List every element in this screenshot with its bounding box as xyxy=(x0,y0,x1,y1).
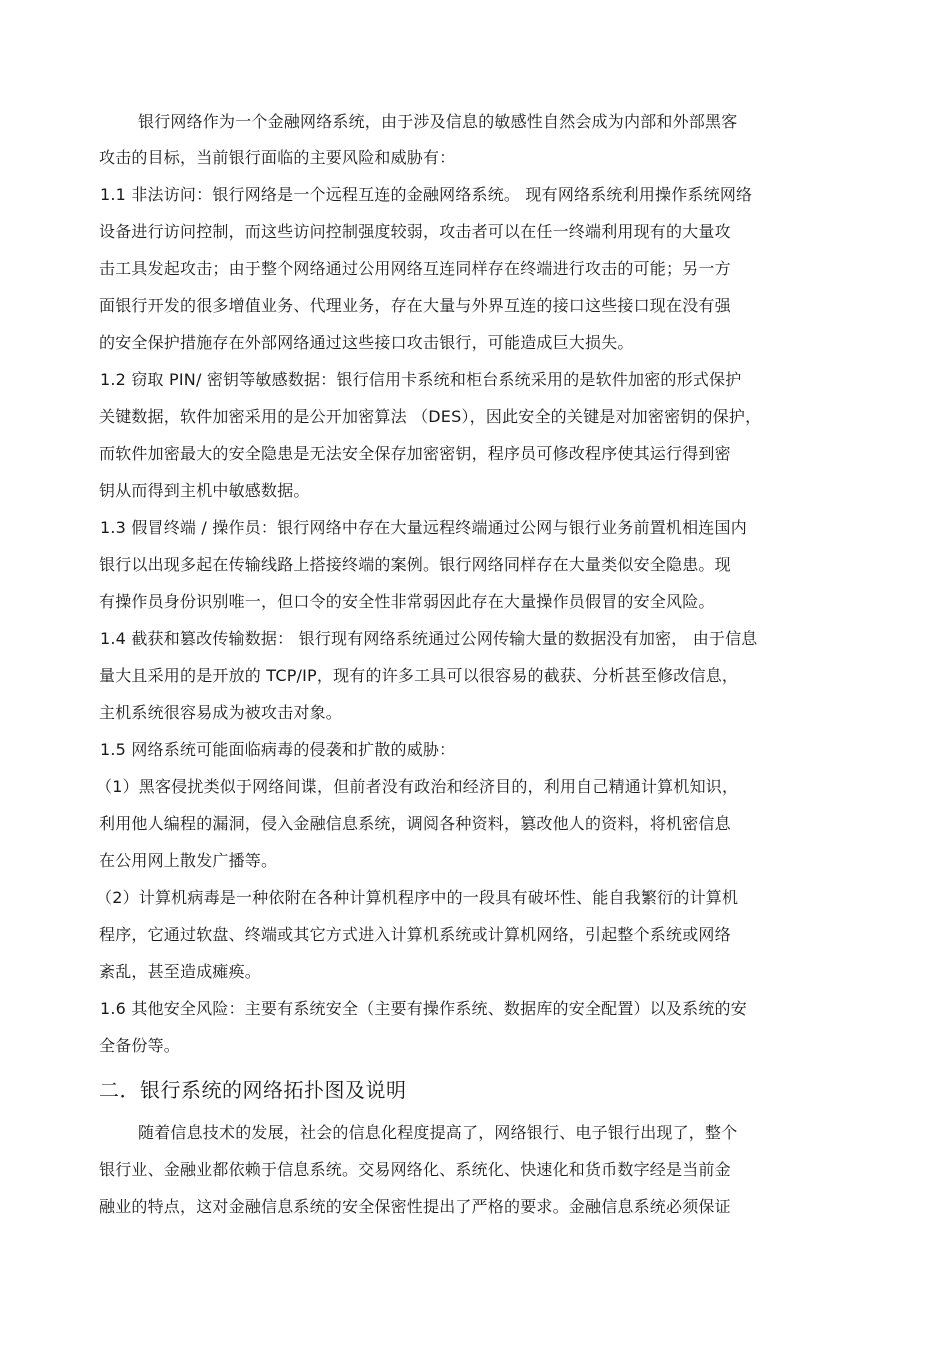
paragraph-line: 1.6 其他安全风险：主要有系统安全（主要有操作系统、数据库的安全配置）以及系统的安 xyxy=(100,999,747,1018)
section-heading: 二．银行系统的网络拓扑图及说明 xyxy=(99,1078,407,1102)
paragraph-line: 主机系统很容易成为被攻击对象。 xyxy=(99,703,343,722)
paragraph-line: 程序，它通过软盘、终端或其它方式进入计算机系统或计算机网络，引起整个系统或网络 xyxy=(99,925,731,944)
paragraph-line: 攻击的目标，当前银行面临的主要风险和威胁有： xyxy=(99,148,456,167)
paragraph-line: 设备进行访问控制，而这些访问控制强度较弱，攻击者可以在任一终端利用现有的大量攻 xyxy=(99,222,731,241)
paragraph-line: 1.3 假冒终端 / 操作员：银行网络中存在大量远程终端通过公网与银行业务前置机相连国内 xyxy=(100,518,747,537)
paragraph-line: 1.4 截获和篡改传输数据： 银行现有网络系统通过公网传输大量的数据没有加密， 由于信息 xyxy=(100,629,758,648)
paragraph-line: 1.1 非法访问：银行网络是一个远程互连的金融网络系统。 现有网络系统利用操作系统网络 xyxy=(100,185,753,204)
paragraph-line: 全备份等。 xyxy=(99,1036,181,1055)
paragraph-line: 银行业、金融业都依赖于信息系统。交易网络化、系统化、快速化和货币数字经是当前金 xyxy=(99,1160,731,1179)
paragraph-line: 银行网络作为一个金融网络系统，由于涉及信息的敏感性自然会成为内部和外部黑客 xyxy=(138,112,738,131)
paragraph-line: 钥从而得到主机中敏感数据。 xyxy=(99,481,310,500)
paragraph-line: 银行以出现多起在传输线路上搭接终端的案例。银行网络同样存在大量类似安全隐患。现 xyxy=(99,555,731,574)
paragraph-line: （2）计算机病毒是一种依附在各种计算机程序中的一段具有破坏性、能自我繁衍的计算机 xyxy=(96,888,739,907)
paragraph-line: 量大且采用的是开放的 TCP/IP，现有的许多工具可以很容易的截获、分析甚至修改信息， xyxy=(99,666,739,685)
paragraph-line: 的安全保护措施存在外部网络通过这些接口攻击银行，可能造成巨大损失。 xyxy=(99,333,634,352)
paragraph-line: 随着信息技术的发展，社会的信息化程度提高了，网络银行、电子银行出现了，整个 xyxy=(138,1123,738,1142)
paragraph-line: 融业的特点，这对金融信息系统的安全保密性提出了严格的要求。金融信息系统必须保证 xyxy=(99,1197,731,1216)
paragraph-line: 面银行开发的很多增值业务、代理业务，存在大量与外界互连的接口这些接口现在没有强 xyxy=(99,296,731,315)
paragraph-line: 有操作员身份识别唯一，但口令的安全性非常弱因此存在大量操作员假冒的安全风险。 xyxy=(99,592,715,611)
paragraph-line: 在公用网上散发广播等。 xyxy=(99,851,278,870)
paragraph-line: 1.5 网络系统可能面临病毒的侵袭和扩散的威胁： xyxy=(100,740,456,759)
paragraph-line: 击工具发起攻击；由于整个网络通过公用网络互连同样存在终端进行攻击的可能；另一方 xyxy=(99,259,731,278)
paragraph-line: 1.2 窃取 PIN/ 密钥等敏感数据：银行信用卡系统和柜台系统采用的是软件加密的形式保护 xyxy=(100,370,742,389)
paragraph-line: 关键数据，软件加密采用的是公开加密算法 （DES），因此安全的关键是对加密密钥的保护， xyxy=(99,407,762,426)
paragraph-line: 利用他人编程的漏洞，侵入金融信息系统，调阅各种资料，篡改他人的资料，将机密信息 xyxy=(99,814,731,833)
paragraph-line: 而软件加密最大的安全隐患是无法安全保存加密密钥，程序员可修改程序使其运行得到密 xyxy=(99,444,731,463)
paragraph-line: （1）黑客侵扰类似于网络间谍，但前者没有政治和经济目的，利用自己精通计算机知识， xyxy=(96,777,739,796)
paragraph-line: 紊乱，甚至造成瘫痪。 xyxy=(99,962,262,981)
